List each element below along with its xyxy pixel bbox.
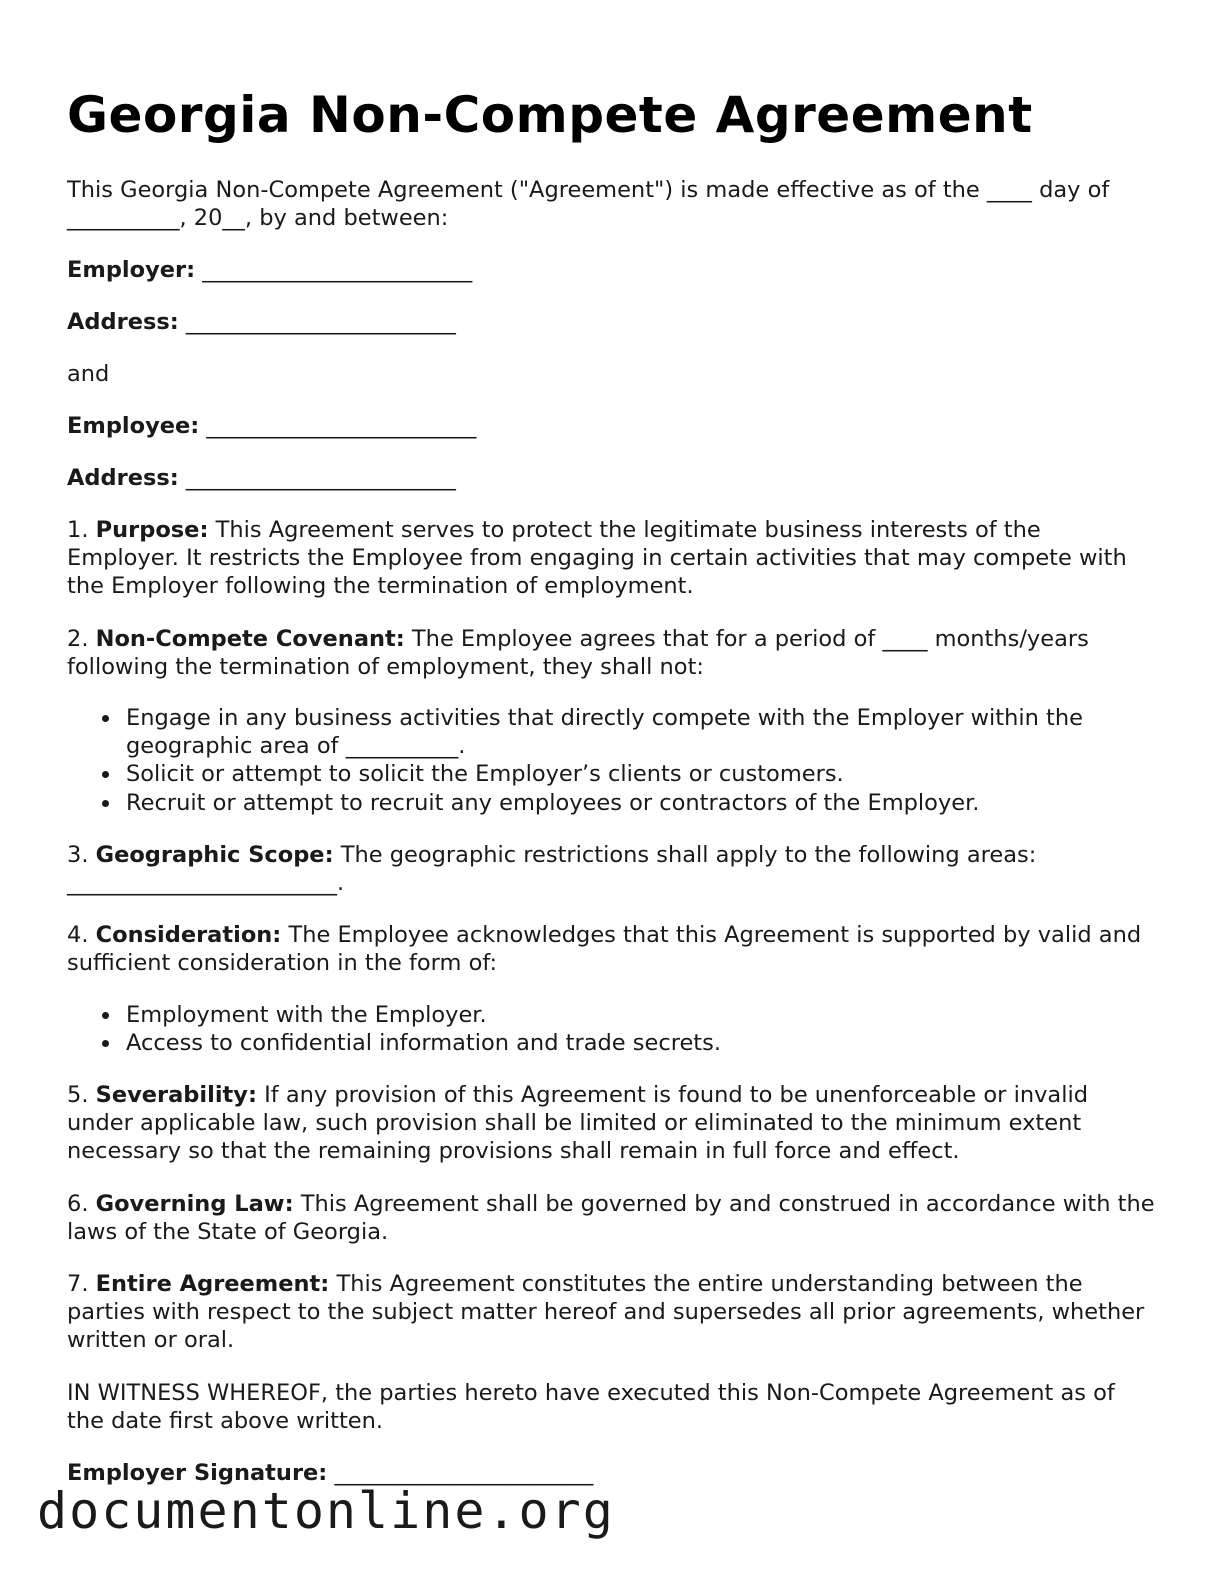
- intro-paragraph: This Georgia Non-Compete Agreement ("Agreement") is made effective as of the ____ day of __________, 20__, by and between:: [67, 177, 1110, 232]
- employee-label: Employee:: [67, 413, 200, 439]
- section-number: 1.: [67, 517, 96, 543]
- employee-address-blank: ________________________: [178, 465, 456, 491]
- employee-address-label: Address:: [67, 465, 179, 491]
- section-purpose: [67, 516, 1157, 601]
- watermark: documentonline.org: [37, 1482, 615, 1540]
- section-number: 4.: [67, 922, 96, 948]
- page-title: Georgia Non-Compete Agreement: [67, 86, 1033, 144]
- section-heading: Purpose:: [95, 517, 209, 543]
- section-heading: Governing Law:: [95, 1191, 294, 1217]
- section-number: 5.: [67, 1082, 96, 1108]
- list-item: Employment with the Employer.: [126, 1001, 1157, 1029]
- employee-field: [67, 412, 1157, 440]
- section-text: This Agreement serves to protect the legitimate business interests of the Employer. It restricts the Employee from engaging in certain activities that may compete with the Employer following the termination of employment.: [67, 517, 1127, 600]
- employer-blank: ________________________: [195, 257, 473, 283]
- section-governing-law: [67, 1190, 1157, 1246]
- employer-label: Employer:: [67, 257, 196, 283]
- section-entire-agreement: [67, 1270, 1157, 1355]
- non-compete-list: [67, 704, 1157, 817]
- employer-signature-blank: _______________________: [327, 1460, 594, 1486]
- employee-address-field: [67, 464, 1157, 492]
- section-consideration: [67, 921, 1157, 977]
- section-text: The Employee acknowledges that this Agreement is supported by valid and sufficient consideration in the form of:: [67, 922, 1142, 977]
- list-item: Engage in any business activities that directly compete with the Employer within the geographic area of __________.: [126, 704, 1157, 760]
- section-text: The Employee agrees that for a period of ____ months/years following the termination of employment, they shall not:: [67, 626, 1089, 681]
- employer-address-blank: ________________________: [178, 309, 456, 335]
- employee-blank: ________________________: [199, 413, 477, 439]
- section-heading: Geographic Scope:: [95, 842, 334, 868]
- and-text: and: [67, 361, 110, 387]
- employer-address-label: Address:: [67, 309, 179, 335]
- section-geographic-scope: [67, 841, 1157, 897]
- witness-paragraph: IN WITNESS WHEREOF, the parties hereto have executed this Non-Compete Agreement as of the date first above written.: [67, 1380, 1115, 1435]
- section-number: 2.: [67, 626, 96, 652]
- section-number: 6.: [67, 1191, 96, 1217]
- section-text: The geographic restrictions shall apply to the following areas: ________________________.: [67, 842, 1037, 897]
- section-text: This Agreement constitutes the entire understanding between the parties with respect to the subject matter hereof and supersedes all prior agreements, whether written or oral.: [67, 1271, 1145, 1354]
- section-number: 3.: [67, 842, 96, 868]
- list-item: Access to confidential information and trade secrets.: [126, 1029, 1157, 1057]
- employer-signature-label: Employer Signature:: [67, 1460, 328, 1486]
- consideration-list: [67, 1001, 1157, 1057]
- section-number: 7.: [67, 1271, 96, 1297]
- section-text: This Agreement shall be governed by and construed in accordance with the laws of the State of Georgia.: [67, 1191, 1155, 1246]
- section-heading: Consideration:: [95, 922, 282, 948]
- section-severability: [67, 1081, 1157, 1166]
- employer-field: [67, 256, 1157, 284]
- section-heading: Non-Compete Covenant:: [95, 626, 405, 652]
- employer-address-field: [67, 308, 1157, 336]
- section-non-compete: [67, 625, 1157, 681]
- section-text: If any provision of this Agreement is found to be unenforceable or invalid under applicable law, such provision shall be limited or eliminated to the minimum extent necessary so that the remaining provisions shall remain in full force and effect.: [67, 1082, 1088, 1165]
- section-heading: Entire Agreement:: [95, 1271, 330, 1297]
- section-heading: Severability:: [95, 1082, 257, 1108]
- list-item: Solicit or attempt to solicit the Employer’s clients or customers.: [126, 760, 1157, 788]
- list-item: Recruit or attempt to recruit any employees or contractors of the Employer.: [126, 789, 1157, 817]
